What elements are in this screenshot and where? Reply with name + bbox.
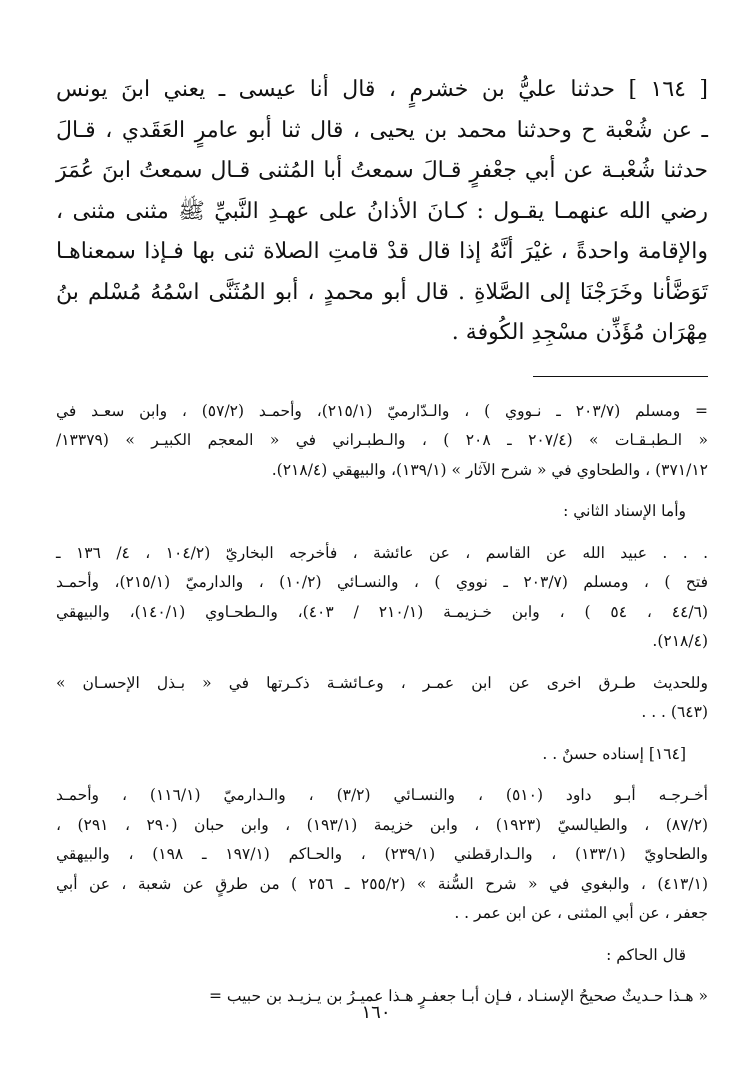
footnote-line: فتح ) ، ومسلم (٢٠٣/٧ ـ نووي ) ، والنسـائي (١٠/٢) ، والدارميّ (٢١٥/١)، وأحمـد [56, 573, 708, 591]
hadith-line: تَوَضَّأنا وخَرَجْنَا إلى الصَّلاةِ . قال أبو محمدٍ ، أبو المُثَنَّى اسْمُهُ مُسْلم بنُ [56, 279, 708, 305]
footnote-164-heading-block [56, 740, 708, 770]
footnote-line: . . . عبيد الله عن القاسم ، عن عائشة ، فأخرجه البخاريّ (١٠٤/٢ ، ٤/ ١٣٦ ـ [56, 543, 709, 562]
footnotes [56, 397, 708, 1012]
hakim-heading: قال الحاكم : [606, 945, 686, 964]
hadith-line: حدثنا شُعْبـة عن أبي جعْفرٍ قـالَ سمعتُ أبا المُثنى قـال سمعتُ ابنَ عُمَرَ [56, 158, 708, 183]
footnote-line: أخـرجـه أبـو داود (٥١٠) ، والنسـائي (٣/٢) ، والـدارميّ (١١٦/١) ، وأحمـد [56, 786, 708, 804]
footnote-line: جعفر ، عن أبي المثنى ، عن ابن عمر . . [454, 904, 708, 922]
footnote-line: (٨٧/٢) ، والطيالسيّ (١٩٢٣) ، وابن خزيمة (١٩٣/١) ، وابن حبان (٢٩٠ ، ٢٩١) ، [56, 815, 709, 834]
hadith-line: [ ١٦٤ ] حدثنا عليُّ بن خشرمٍ ، قال أنا عيسى ـ يعني ابنَ يونس [56, 77, 709, 102]
footnote-line: وللحديث طـرق اخرى عن ابن عمـر ، وعـائشـة ذكـرتها في « بـذل الإحسـان » [56, 673, 708, 692]
hadith-line: والإقامة واحدةً ، غيْرَ أنَّهُ إذا قال قدْ قامتِ الصلاة ثنى بها فـإذا سمعناهـا [56, 239, 708, 264]
hadith-line: رضي الله عنهمـا يقـول : كـانَ الأذانُ على عهـدِ النَّبيِّ ﷺ مثنى مثنى ، [56, 198, 708, 224]
footnote-line: = ومسلم (٢٠٣/٧ ـ نـووي ) ، والـدّارميّ (٢١٥/١)، وأحمـد (٥٧/٢) ، وابن سعـد في [56, 401, 709, 420]
footnote-line: « هـذا حـديثٌ صحيحُ الإسنـاد ، فـإن أبـا جعفـرٍ هـذا عميـرُ بن يـزيـد بن حبيب = [208, 987, 708, 1005]
footnote-164-heading: [١٦٤] إسناده حسنٌ . . [542, 744, 686, 763]
hadith-line: ـ عن شُعْبة ح وحدثنا محمد بن يحيى ، قال ثنا أبو عامرٍ العَقَدي ، قـالَ [56, 117, 708, 143]
footnote-line: (٢١٨/٤). [652, 632, 708, 650]
second-isnad-text [56, 539, 708, 657]
footnote-line: (٤١٣/١) ، والبغوي في « شرح السُّنة » (٢٥٥/٢ ـ ٢٥٦ ) من طرقٍ عن شعبة ، عن أبي [56, 874, 708, 893]
second-isnad-heading: وأما الإسناد الثاني : [563, 502, 686, 520]
footnote-line: (٦٤٣) . . . [641, 703, 708, 721]
footnote-continuation [56, 397, 708, 486]
footnote-separator [533, 376, 708, 377]
hadith-line: مِهْرَان مُؤَذِّن مسْجِدِ الكُوفة . [451, 320, 708, 345]
footnote-line: « الـطبـقـات » (٢٠٧/٤ ـ ٢٠٨ ) ، والـطبـراني في « المعجم الكبيـر » (١٣٣٧٩/ [56, 431, 708, 449]
footnote-line: ٣٧١/١٢) ، والطحاوي في « شرح الآثار » (١٣٩/١)، والبيهقي (٢١٨/٤). [271, 460, 708, 479]
footnote-164-text [56, 781, 708, 929]
second-isnad-heading-block [56, 497, 708, 527]
hakim-heading-block [56, 941, 708, 971]
page-content [56, 70, 708, 1024]
page-number: ١٦٠ [361, 1002, 391, 1023]
footnote-line: (٤٤/٦ ، ٥٤ ) ، وابن خـزيمـة (٢١٠/١ / ٤٠٣)، والـطحـاوي (١٤٠/١)، والبيهقي [56, 602, 709, 621]
other-routes-text [56, 669, 708, 728]
footnote-line: والطحاويّ (١٣٣/١) ، والـدارقطني (٢٣٩/١) ، والحـاكم (١٩٧/١ ـ ١٩٨) ، والبيهقي [56, 845, 708, 863]
hadith-text [56, 70, 708, 354]
